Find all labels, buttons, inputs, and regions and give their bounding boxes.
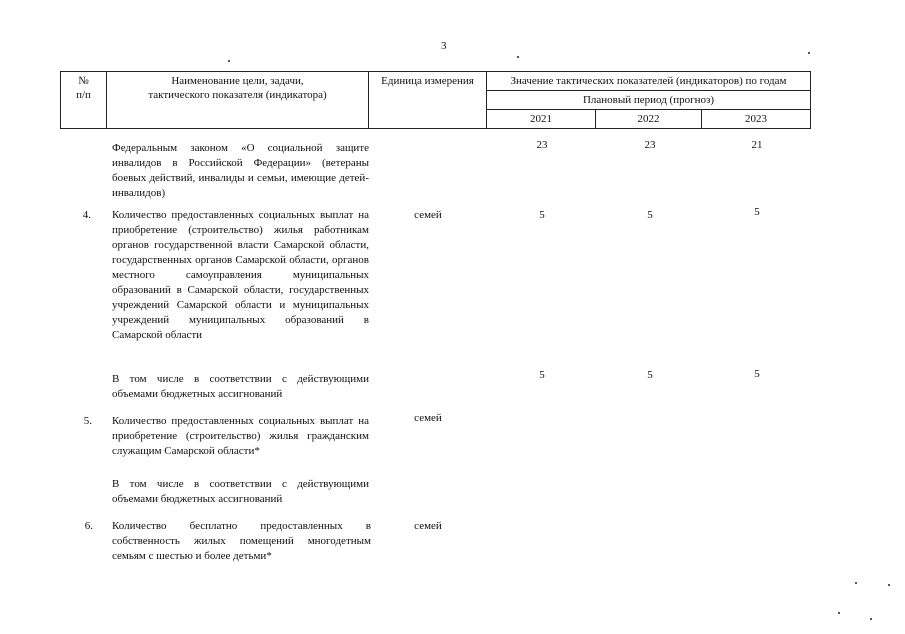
indicator-table-header	[60, 71, 811, 129]
scan-speck	[870, 618, 872, 620]
scan-speck	[855, 582, 857, 584]
row-text: Количество бесплатно предоставленных в собственность жилых помещений многодетным семьям с шестью и более детьми*	[112, 520, 371, 562]
scan-speck	[838, 612, 840, 614]
row-text: В том числе в соответствии с действующими объемами бюджетных ассигнований	[112, 478, 369, 505]
row-text: Федеральным законом «О социальной защите инвалидов в Российской Федерации» (ветераны боевых действий, инвалиды и семьи, имеющие детей-инвалидов)	[112, 142, 369, 199]
value-2022: 5	[647, 369, 653, 381]
row-number: 4.	[82, 209, 91, 221]
scan-speck	[228, 60, 230, 62]
row-text: В том числе в соответствии с действующими объемами бюджетных ассигнований	[112, 373, 369, 400]
row-unit: семей	[414, 520, 442, 532]
value-2021: 5	[539, 369, 545, 381]
value-2022: 23	[644, 139, 656, 151]
header-name: Наименование цели, задачи, тактического показателя (индикатора)	[107, 72, 369, 129]
row-unit: семей	[414, 209, 442, 221]
header-year-1: 2021	[487, 110, 596, 129]
value-2021: 5	[539, 209, 545, 221]
value-2021: 23	[536, 139, 548, 151]
value-2022: 5	[647, 209, 653, 221]
row-text: Количество предоставленных социальных выплат на приобретение (строительство) жилья гражданским служащим Самарской области*	[112, 415, 369, 457]
header-planned-period: Плановый период (прогноз)	[487, 91, 811, 110]
value-2023: 21	[751, 139, 763, 151]
header-unit: Единица измерения	[369, 72, 487, 129]
header-number: № п/п	[61, 72, 107, 129]
value-2023: 5	[754, 206, 760, 218]
header-year-3: 2023	[702, 110, 811, 129]
page-number: 3	[441, 40, 447, 52]
header-values: Значение тактических показателей (индикаторов) по годам	[487, 72, 811, 91]
row-unit: семей	[414, 412, 442, 424]
scan-speck	[888, 584, 890, 586]
header-year-2: 2022	[596, 110, 702, 129]
row-number: 5.	[83, 415, 92, 427]
scan-speck	[808, 52, 810, 54]
value-2023: 5	[754, 368, 760, 380]
row-text: Количество предоставленных социальных выплат на приобретение (строительство) жилья работникам органов государственной власти Самарской области, государственных органов Самарской области, органов местного самоуправления муниципальных образований в Самарской области, государственных учреждений Самарской области и муниципальных учреждений муниципальных образований в Самарской области	[112, 209, 369, 341]
row-number: 6.	[84, 520, 93, 532]
scan-speck	[517, 56, 519, 58]
